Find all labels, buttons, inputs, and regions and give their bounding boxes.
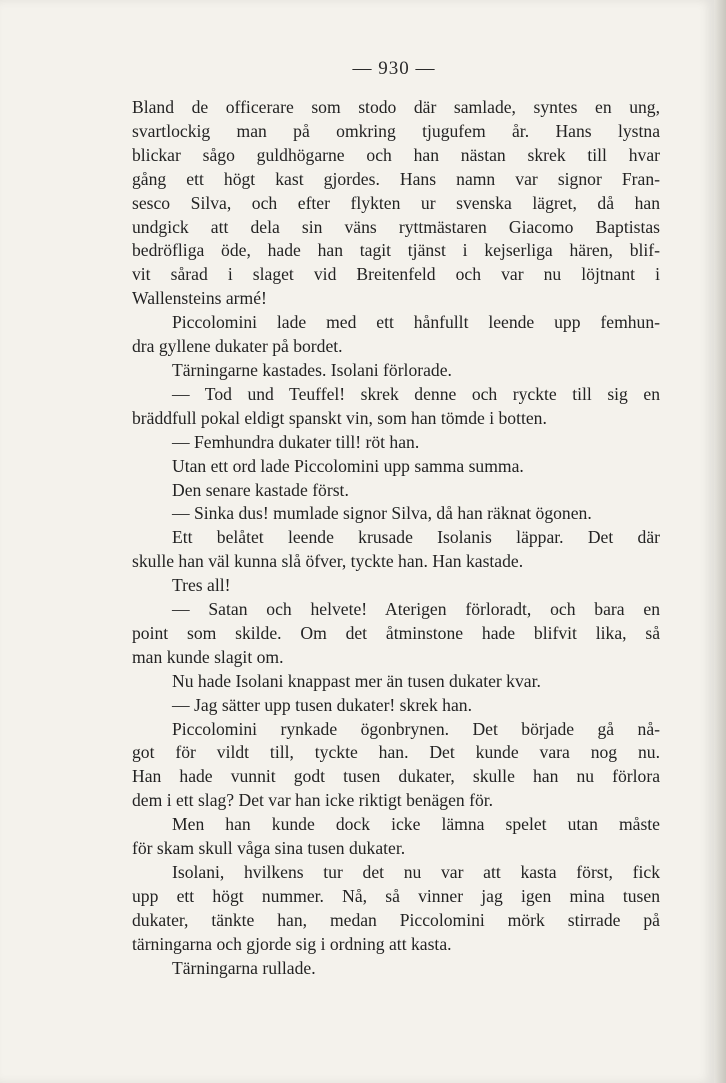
text-line: gång ett högt kast gjordes. Hans namn var signor Fran-: [132, 168, 660, 189]
text-line: Wallensteins armé!: [132, 288, 267, 309]
text-line: sesco Silva, och efter flykten ur svenska lägret, då han: [132, 192, 660, 213]
text-line: undgick att dela sin väns ryttmästaren Giacomo Baptistas: [132, 216, 660, 237]
text-line: — Sinka dus! mumlade signor Silva, då han räknat ögonen.: [172, 503, 592, 524]
text-line: Piccolomini rynkade ögonbrynen. Det började gå nå-: [172, 718, 660, 739]
text-line: för skam skull våga sina tusen dukater.: [132, 838, 406, 859]
text-line: svartlockig man på omkring tjugufem år. Hans lystna: [132, 120, 660, 141]
text-line: blickar sågo guldhögarne och han nästan skrek till hvar: [132, 144, 660, 165]
text-line: — Tod und Teuffel! skrek denne och ryckte till sig en: [172, 383, 660, 404]
text-line: bräddfull pokal eldigt spanskt vin, som han tömde i botten.: [132, 407, 547, 428]
text-line: dra gyllene dukater på bordet.: [132, 336, 343, 357]
page-number: — 930 —: [352, 58, 436, 79]
text-line: dem i ett slag? Det var han icke riktigt benägen för.: [132, 790, 494, 811]
text-line: Piccolomini lade med ett hånfullt leende upp femhun-: [172, 312, 660, 333]
text-line: Nu hade Isolani knappast mer än tusen dukater kvar.: [172, 670, 541, 691]
text-line: Ett belåtet leende krusade Isolanis läppar. Det där: [172, 527, 660, 548]
text-line: Tärningarne kastades. Isolani förlorade.: [172, 359, 452, 380]
text-line: Utan ett ord lade Piccolomini upp samma summa.: [172, 455, 524, 476]
text-line: vit sårad i slaget vid Breitenfeld och var nu löjtnant i: [132, 264, 660, 285]
body-text: [132, 96, 660, 981]
text-line: Den senare kastade först.: [172, 479, 349, 500]
text-line: bedröfliga öde, hade han tagit tjänst i kejserliga hären, blif-: [132, 240, 660, 261]
text-line: — Femhundra dukater till! röt han.: [172, 431, 420, 452]
text-line: man kunde slagit om.: [132, 646, 284, 667]
text-line: skulle han väl kunna slå öfver, tyckte han. Han kastade.: [132, 551, 524, 572]
text-line: Bland de officerare som stodo där samlade, syntes en ung,: [132, 97, 660, 117]
text-line: Tres all!: [172, 575, 231, 596]
text-line: dukater, tänkte han, medan Piccolomini mörk stirrade på: [132, 909, 660, 930]
text-line: — Satan och helvete! Aterigen förloradt, och bara en: [172, 599, 660, 620]
text-line: point som skilde. Om det åtminstone hade blifvit lika, så: [132, 622, 660, 643]
text-line: Isolani, hvilkens tur det nu var att kasta först, fick: [172, 862, 660, 882]
page-edge: [714, 0, 726, 1083]
text-line: — Jag sätter upp tusen dukater! skrek han.: [172, 694, 472, 715]
text-line: Men han kunde dock icke lämna spelet utan måste: [172, 814, 660, 835]
text-line: got för vildt till, tyckte han. Det kunde vara nog nu.: [132, 742, 660, 763]
text-line: Tärningarna rullade.: [172, 957, 316, 978]
text-line: upp ett högt nummer. Nå, så vinner jag igen mina tusen: [132, 885, 660, 906]
text-line: tärningarna och gjorde sig i ordning att kasta.: [132, 933, 452, 954]
text-line: Han hade vunnit godt tusen dukater, skulle han nu förlora: [132, 766, 660, 787]
